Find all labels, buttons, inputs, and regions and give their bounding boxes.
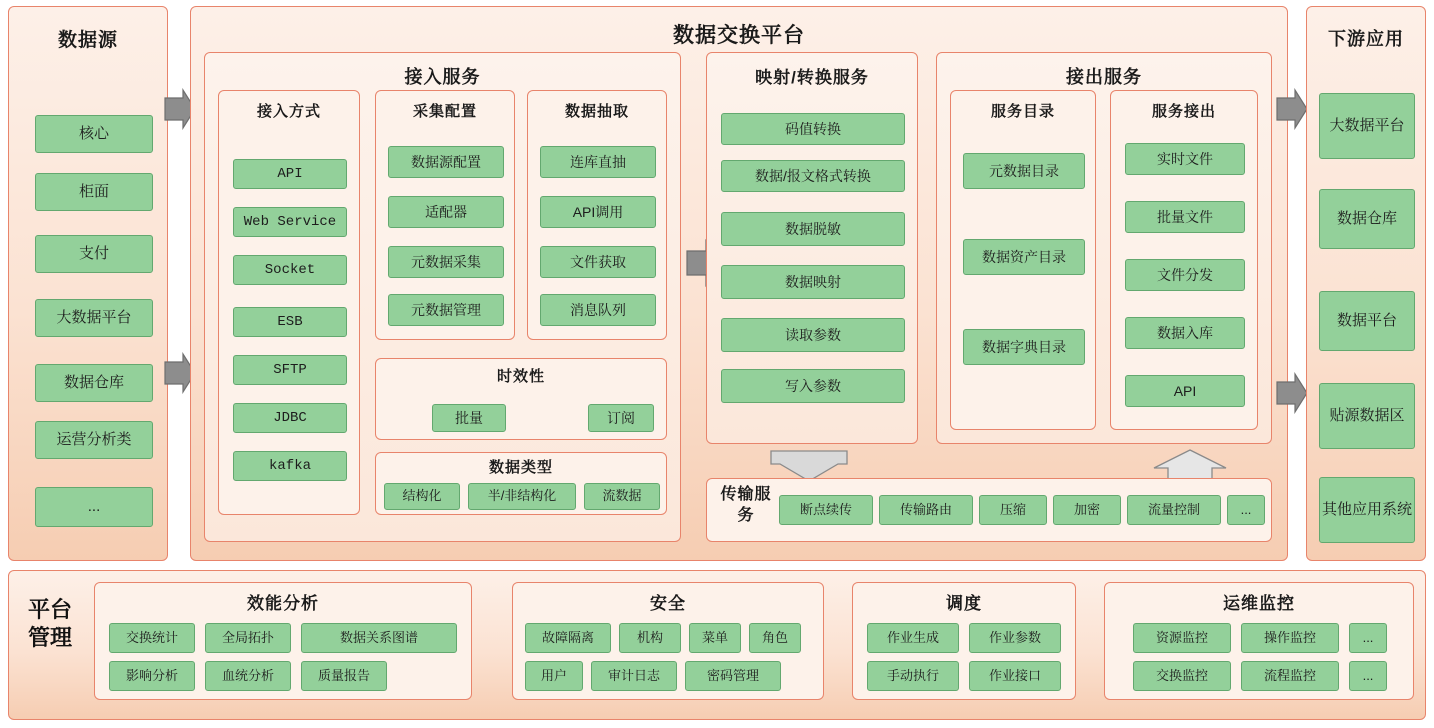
security-item[interactable]: 故障隔离 <box>525 623 611 653</box>
transport-service-item[interactable]: 加密 <box>1053 495 1121 525</box>
service-catalog-item[interactable]: 数据资产目录 <box>963 239 1085 275</box>
mapping-service-item[interactable]: 写入参数 <box>721 369 905 403</box>
transport-service-item[interactable]: 流量控制 <box>1127 495 1221 525</box>
arrow-platform-to-downstream-top <box>1275 88 1309 130</box>
service-catalog-group <box>950 90 1096 430</box>
performance-analysis-item[interactable]: 交换统计 <box>109 623 195 653</box>
scheduling-item[interactable]: 作业参数 <box>969 623 1061 653</box>
scheduling-title: 调度 <box>946 594 982 613</box>
data-extraction-item[interactable]: 文件获取 <box>540 246 656 278</box>
access-method-item[interactable]: API <box>233 159 347 189</box>
service-output-group <box>1110 90 1258 430</box>
performance-analysis-item[interactable]: 质量报告 <box>301 661 387 691</box>
mapping-service-item[interactable]: 数据映射 <box>721 265 905 299</box>
data-source-item[interactable]: 运营分析类 <box>35 421 153 459</box>
access-method-item[interactable]: ESB <box>233 307 347 337</box>
service-catalog-title: 服务目录 <box>990 103 1055 120</box>
access-method-title: 接入方式 <box>256 103 321 120</box>
security-item[interactable]: 角色 <box>749 623 801 653</box>
performance-analysis-title: 效能分析 <box>247 594 319 613</box>
collection-config-group <box>375 90 515 340</box>
data-type-group <box>375 452 667 515</box>
ops-monitoring-title: 运维监控 <box>1223 594 1295 613</box>
data-extraction-item[interactable]: 消息队列 <box>540 294 656 326</box>
collection-config-item[interactable]: 元数据管理 <box>388 294 504 326</box>
data-source-panel <box>8 6 168 561</box>
scheduling-item[interactable]: 作业接口 <box>969 661 1061 691</box>
data-type-item[interactable]: 半/非结构化 <box>468 483 576 510</box>
downstream-item[interactable]: 数据平台 <box>1319 291 1415 351</box>
performance-analysis-group <box>94 582 472 700</box>
ops-monitoring-item[interactable]: 交换监控 <box>1133 661 1231 691</box>
transport-service-item[interactable]: 断点续传 <box>779 495 873 525</box>
security-item[interactable]: 用户 <box>525 661 583 691</box>
service-catalog-item[interactable]: 元数据目录 <box>963 153 1085 189</box>
data-source-item[interactable]: 支付 <box>35 235 153 273</box>
exchange-platform-title: 数据交换平台 <box>673 24 805 47</box>
service-output-title: 服务接出 <box>1151 103 1216 120</box>
data-source-item[interactable]: 数据仓库 <box>35 364 153 402</box>
performance-analysis-item[interactable]: 血统分析 <box>205 661 291 691</box>
timeliness-item[interactable]: 批量 <box>432 404 506 432</box>
data-extraction-group <box>527 90 667 340</box>
output-service-title: 接出服务 <box>1066 67 1142 87</box>
service-catalog-item[interactable]: 数据字典目录 <box>963 329 1085 365</box>
security-item[interactable]: 密码管理 <box>685 661 781 691</box>
access-service-title: 接入服务 <box>404 67 481 87</box>
security-title: 安全 <box>650 594 686 613</box>
ops-monitoring-item[interactable]: 流程监控 <box>1241 661 1339 691</box>
access-method-item[interactable]: JDBC <box>233 403 347 433</box>
data-type-item[interactable]: 结构化 <box>384 483 460 510</box>
timeliness-item[interactable]: 订阅 <box>588 404 654 432</box>
data-source-item[interactable]: ... <box>35 487 153 527</box>
collection-config-item[interactable]: 元数据采集 <box>388 246 504 278</box>
service-output-item[interactable]: 实时文件 <box>1125 143 1245 175</box>
security-item[interactable]: 审计日志 <box>591 661 677 691</box>
data-extraction-title: 数据抽取 <box>564 103 629 120</box>
mapping-service-panel <box>706 52 918 444</box>
data-source-title: 数据源 <box>57 30 118 51</box>
security-group <box>512 582 824 700</box>
access-method-item[interactable]: kafka <box>233 451 347 481</box>
security-item[interactable]: 菜单 <box>689 623 741 653</box>
transport-service-item[interactable]: 压缩 <box>979 495 1047 525</box>
platform-management-label: 平台管理 <box>27 597 72 650</box>
performance-analysis-item[interactable]: 影响分析 <box>109 661 195 691</box>
service-output-item[interactable]: 文件分发 <box>1125 259 1245 291</box>
collection-config-item[interactable]: 数据源配置 <box>388 146 504 178</box>
transport-service-title: 传输服务 <box>720 486 772 524</box>
performance-analysis-item[interactable]: 全局拓扑 <box>205 623 291 653</box>
access-method-item[interactable]: SFTP <box>233 355 347 385</box>
data-type-title: 数据类型 <box>488 459 553 476</box>
timeliness-title: 时效性 <box>496 368 545 385</box>
service-output-item[interactable]: 批量文件 <box>1125 201 1245 233</box>
transport-service-panel <box>706 478 1272 542</box>
downstream-item[interactable]: 贴源数据区 <box>1319 383 1415 449</box>
service-output-item[interactable]: 数据入库 <box>1125 317 1245 349</box>
transport-service-item[interactable]: ... <box>1227 495 1265 525</box>
ops-monitoring-item[interactable]: ... <box>1349 661 1387 691</box>
scheduling-item[interactable]: 手动执行 <box>867 661 959 691</box>
downstream-item[interactable]: 大数据平台 <box>1319 93 1415 159</box>
data-source-item[interactable]: 柜面 <box>35 173 153 211</box>
data-extraction-item[interactable]: API调用 <box>540 196 656 228</box>
timeliness-group <box>375 358 667 440</box>
access-method-group <box>218 90 360 515</box>
downstream-title: 下游应用 <box>1328 29 1404 49</box>
mapping-service-item[interactable]: 读取参数 <box>721 318 905 352</box>
mapping-service-item[interactable]: 码值转换 <box>721 113 905 145</box>
downstream-item[interactable]: 其他应用系统 <box>1319 477 1415 543</box>
ops-monitoring-item[interactable]: 资源监控 <box>1133 623 1231 653</box>
arrow-platform-to-downstream-bottom <box>1275 372 1309 414</box>
mapping-service-item[interactable]: 数据脱敏 <box>721 212 905 246</box>
downstream-item[interactable]: 数据仓库 <box>1319 189 1415 249</box>
collection-config-title: 采集配置 <box>412 103 477 120</box>
transport-service-item[interactable]: 传输路由 <box>879 495 973 525</box>
data-type-item[interactable]: 流数据 <box>584 483 660 510</box>
data-source-item[interactable]: 大数据平台 <box>35 299 153 337</box>
data-source-item[interactable]: 核心 <box>35 115 153 153</box>
security-item[interactable]: 机构 <box>619 623 681 653</box>
ops-monitoring-item[interactable]: ... <box>1349 623 1387 653</box>
collection-config-item[interactable]: 适配器 <box>388 196 504 228</box>
performance-analysis-item[interactable]: 数据关系图谱 <box>301 623 457 653</box>
access-method-item[interactable]: Web Service <box>233 207 347 237</box>
service-output-item[interactable]: API <box>1125 375 1245 407</box>
ops-monitoring-group <box>1104 582 1414 700</box>
mapping-service-item[interactable]: 数据/报文格式转换 <box>721 160 905 192</box>
scheduling-item[interactable]: 作业生成 <box>867 623 959 653</box>
access-method-item[interactable]: Socket <box>233 255 347 285</box>
downstream-panel <box>1306 6 1426 561</box>
ops-monitoring-item[interactable]: 操作监控 <box>1241 623 1339 653</box>
mapping-service-title: 映射/转换服务 <box>755 68 869 87</box>
data-extraction-item[interactable]: 连库直抽 <box>540 146 656 178</box>
scheduling-group <box>852 582 1076 700</box>
